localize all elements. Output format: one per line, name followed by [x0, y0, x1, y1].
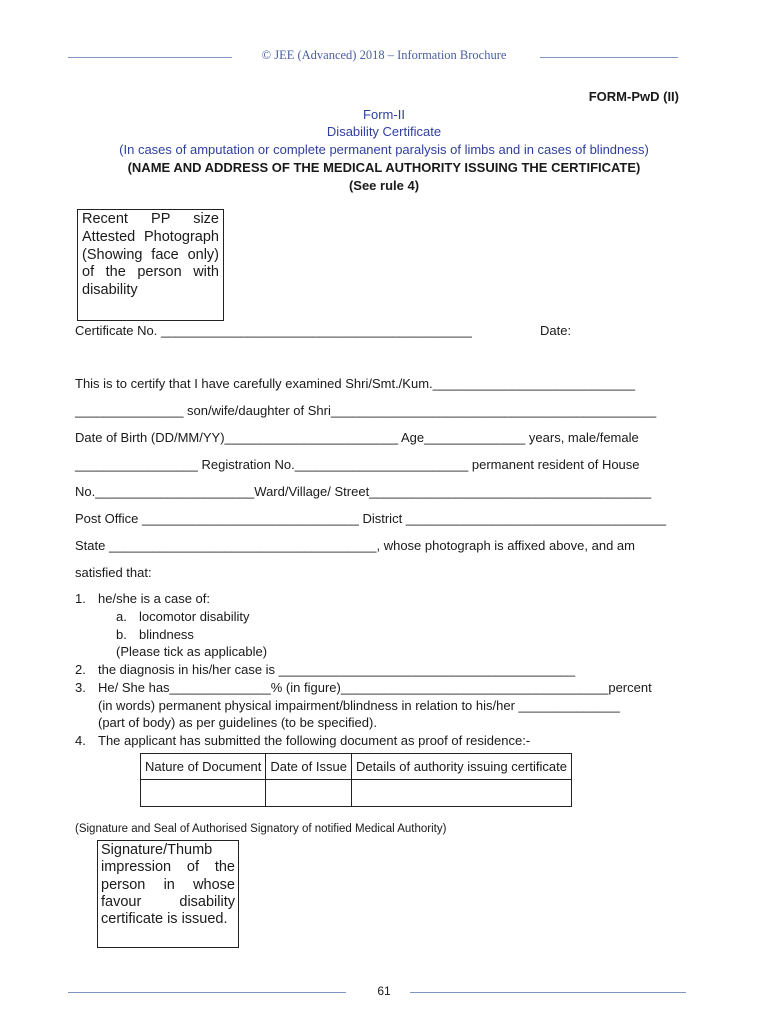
table-cell-document[interactable] — [141, 780, 266, 807]
list-item-3-line3: (part of body) as per guidelines (to be specified). — [98, 715, 377, 730]
satisfied-line: satisfied that: — [75, 565, 152, 580]
list-number-1: 1. — [75, 591, 86, 606]
form-description: (In cases of amputation or complete permanent paralysis of limbs and in cases of blindness) — [119, 142, 649, 157]
table-cell-date[interactable] — [266, 780, 352, 807]
list-number-2: 2. — [75, 662, 86, 677]
brochure-header-title: © JEE (Advanced) 2018 – Information Brochure — [261, 48, 507, 62]
list-item-1: he/she is a case of: — [98, 591, 211, 606]
authority-heading: (NAME AND ADDRESS OF THE MEDICAL AUTHORITY ISSUING THE CERTIFICATE) — [127, 160, 641, 175]
rule-reference: (See rule 4) — [348, 178, 420, 193]
header-rule-right — [540, 57, 678, 58]
list-number-3: 3. — [75, 680, 86, 695]
col-date-of-issue: Date of Issue — [266, 754, 352, 780]
list-number-4: 4. — [75, 733, 86, 748]
col-nature-of-document: Nature of Document — [141, 754, 266, 780]
post-office-line: Post Office ______________________________ District ____________________________________ — [75, 511, 667, 526]
relation-line: _______________ son/wife/daughter of Shri_____________________________________________ — [75, 403, 657, 418]
dob-age-line: Date of Birth (DD/MM/YY)________________________ Age______________ years, male/female — [75, 430, 639, 445]
signature-note: (Signature and Seal of Authorised Signatory of notified Medical Authority) — [75, 823, 447, 835]
registration-line: _________________ Registration No.________________________ permanent resident of House — [75, 457, 640, 472]
address-line: No.______________________Ward/Village/ Street_______________________________________ — [75, 484, 652, 499]
tick-note: (Please tick as applicable) — [116, 644, 268, 659]
page-number: 61 — [377, 984, 391, 998]
table-cell-authority[interactable] — [351, 780, 571, 807]
residence-document-table — [140, 753, 572, 807]
signature-thumb-box: Signature/Thumb impression of the person in whose favour disability certificate is issued. — [97, 840, 239, 948]
form-name: Form-II — [363, 107, 405, 122]
form-subtitle: Disability Certificate — [326, 124, 442, 139]
sub-item-blindness: blindness — [139, 627, 194, 642]
list-item-4: The applicant has submitted the following document as proof of residence:- — [98, 733, 531, 748]
certify-line: This is to certify that I have carefully examined Shri/Smt./Kum.____________________________ — [75, 376, 636, 391]
list-item-3-line1: He/ She has______________% (in figure)_____________________________________percent — [98, 680, 652, 695]
table-header-row — [141, 754, 572, 780]
state-line: State _____________________________________, whose photograph is affixed above, and am — [75, 538, 635, 553]
form-code: FORM-PwD (II) — [588, 89, 679, 104]
date-label: Date: — [540, 323, 572, 338]
table-row — [141, 780, 572, 807]
list-item-2: the diagnosis in his/her case is _________________________________________ — [98, 662, 576, 677]
sub-number-a: a. — [116, 609, 127, 624]
photo-placeholder-box: Recent PP size Attested Photograph (Showing face only) of the person with disability — [77, 209, 224, 321]
sub-item-locomotor: locomotor disability — [139, 609, 250, 624]
footer-rule-right — [410, 992, 686, 993]
certificate-number-line: Certificate No. ___________________________________________ — [75, 323, 472, 338]
list-item-3-line2: (in words) permanent physical impairment/blindness in relation to his/her ______________ — [98, 698, 620, 713]
sub-number-b: b. — [116, 627, 127, 642]
col-authority-details: Details of authority issuing certificate — [351, 754, 571, 780]
